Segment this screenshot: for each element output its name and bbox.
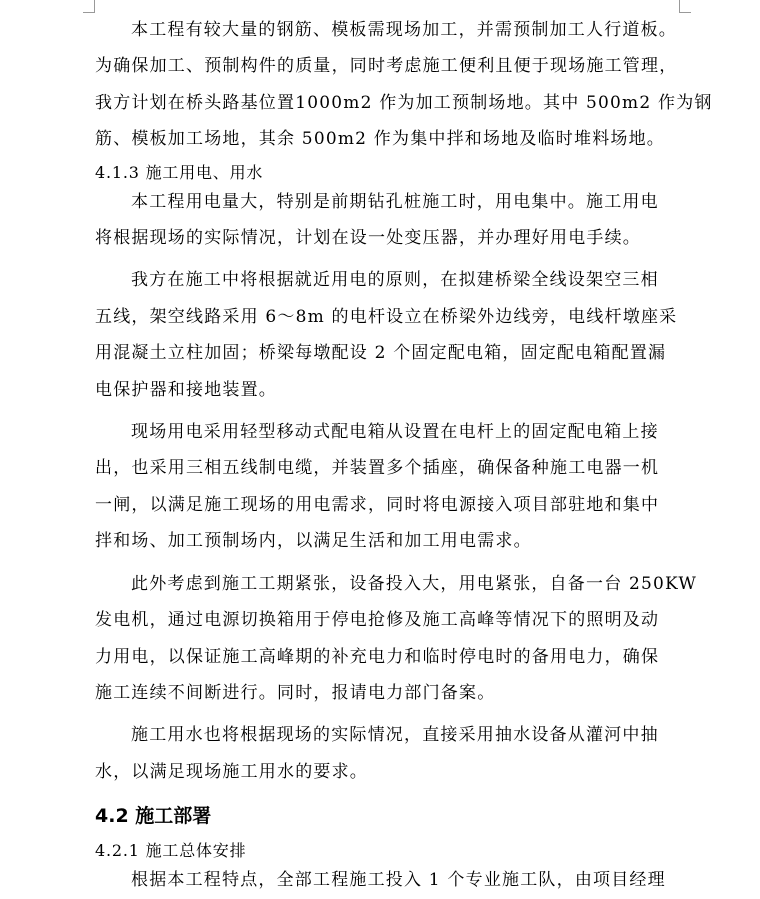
text-line: 我方计划在桥头路基位置1000m2 作为加工预制场地。其中 500m2 作为钢 bbox=[95, 92, 713, 113]
text-line: 筋、模板加工场地，其余 500m2 作为集中拌和场地及临时堆料场地。 bbox=[95, 129, 665, 150]
text-line: 施工连续不间断进行。同时，报请电力部门备案。 bbox=[95, 682, 496, 703]
text-line: 将根据现场的实际情况，计划在设一处变压器，并办理好用电手续。 bbox=[95, 228, 641, 249]
paragraph-generator bbox=[95, 566, 698, 712]
text-line: 施工用水也将根据现场的实际情况，直接采用抽水设备从灌河中抽 bbox=[131, 725, 659, 746]
text-line: 出，也采用三相五线制电缆，并装置多个插座，确保备种施工电器一机 bbox=[95, 458, 660, 479]
page-corner-mark-right bbox=[679, 0, 680, 12]
text-line: 拌和场、加工预制场内，以满足生活和加工用电需求。 bbox=[95, 531, 532, 552]
page-corner-mark-left-h bbox=[83, 12, 95, 13]
paragraph-power-demand bbox=[95, 184, 685, 257]
text-line: 此外考虑到施工工期紧张，设备投入大，用电紧张，自备一台 250KW bbox=[131, 573, 698, 594]
text-line: 用混凝土立柱加固；桥梁每墩配设 2 个固定配电箱，固定配电箱配置漏 bbox=[95, 343, 667, 364]
text-line: 五线，架空线路采用 6～8m 的电杆设立在桥梁外边线旁，电线杆墩座采 bbox=[95, 306, 678, 327]
paragraph-overhead-lines bbox=[95, 262, 685, 408]
document-page bbox=[95, 12, 713, 899]
text-line: 水，以满足现场施工用水的要求。 bbox=[95, 761, 368, 782]
section-heading-4-2: 4.2 施工部署 bbox=[95, 805, 212, 828]
section-heading-4-1-3: 4.1.3 施工用电、用水 bbox=[95, 162, 264, 182]
text-line: 电保护器和接地装置。 bbox=[95, 379, 277, 400]
text-line: 为确保加工、预制构件的质量，同时考虑施工便利且便于现场施工管理， bbox=[95, 56, 678, 77]
paragraph-water-supply bbox=[95, 717, 685, 790]
paragraph-overall-arrangement bbox=[95, 862, 685, 898]
text-line: 一闸，以满足施工现场的用电需求，同时将电源接入项目部驻地和集中 bbox=[95, 494, 660, 515]
text-line: 本工程有较大量的钢筋、模板需现场加工，并需预制加工人行道板。 bbox=[131, 20, 677, 40]
paragraph-distribution-box bbox=[95, 414, 685, 560]
text-line: 发电机，通过电源切换箱用于停电抢修及施工高峰等情况下的照明及动 bbox=[95, 610, 660, 631]
paragraph-prefab-site bbox=[95, 12, 713, 158]
text-line: 现场用电采用轻型移动式配电箱从设置在电杆上的固定配电箱上接 bbox=[131, 422, 659, 443]
page-corner-mark-left bbox=[94, 0, 95, 12]
section-heading-4-2-1: 4.2.1 施工总体安排 bbox=[95, 841, 247, 861]
text-line: 我方在施工中将根据就近用电的原则，在拟建桥梁全线设架空三相 bbox=[131, 270, 659, 291]
text-line: 力用电，以保证施工高峰期的补充电力和临时停电时的备用电力，确保 bbox=[95, 646, 660, 667]
text-line: 根据本工程特点，全部工程施工投入 1 个专业施工队，由项目经理 bbox=[131, 870, 666, 891]
text-line: 本工程用电量大，特别是前期钻孔桩施工时，用电集中。施工用电 bbox=[131, 191, 659, 212]
